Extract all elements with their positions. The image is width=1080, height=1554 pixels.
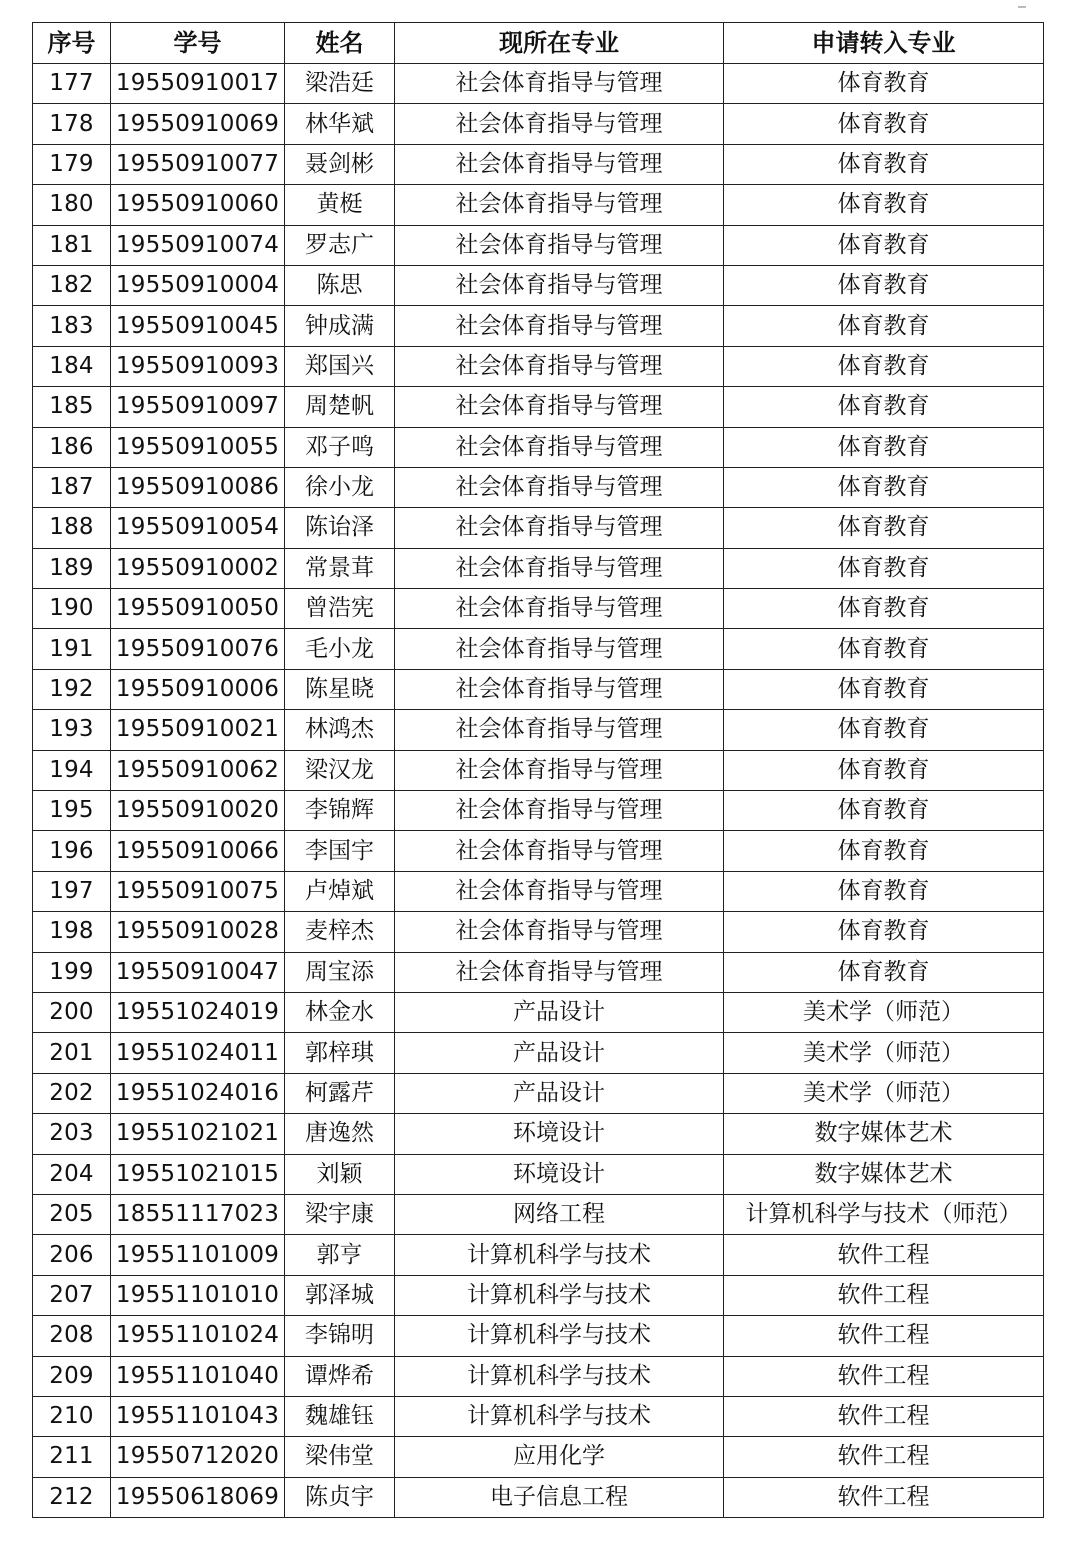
table-row (33, 306, 1044, 346)
name-cell: 聂剑彬 (285, 144, 395, 184)
table-row (33, 952, 1044, 992)
table-row (33, 629, 1044, 669)
target-major-cell: 软件工程 (724, 1316, 1044, 1356)
table-row (33, 992, 1044, 1032)
target-major-cell: 体育教育 (724, 669, 1044, 709)
student-id-cell: 19550910021 (111, 710, 285, 750)
name-cell: 毛小龙 (285, 629, 395, 669)
name-cell: 李锦明 (285, 1316, 395, 1356)
table-row (33, 1316, 1044, 1356)
current-major-cell: 社会体育指导与管理 (395, 265, 724, 305)
student-id-cell: 19551101009 (111, 1235, 285, 1275)
table-row (33, 225, 1044, 265)
name-cell: 郭泽城 (285, 1275, 395, 1315)
table-row (33, 1356, 1044, 1396)
table-row (33, 831, 1044, 871)
name-cell: 郑国兴 (285, 346, 395, 386)
serial-cell: 179 (33, 144, 111, 184)
target-major-cell: 体育教育 (724, 912, 1044, 952)
serial-cell: 204 (33, 1154, 111, 1194)
header-name: 姓名 (285, 23, 395, 64)
serial-cell: 191 (33, 629, 111, 669)
table-row (33, 669, 1044, 709)
table-row (33, 64, 1044, 104)
student-id-cell: 19550910002 (111, 548, 285, 588)
target-major-cell: 数字媒体艺术 (724, 1114, 1044, 1154)
name-cell: 曾浩宪 (285, 589, 395, 629)
name-cell: 黄梃 (285, 185, 395, 225)
serial-cell: 207 (33, 1275, 111, 1315)
serial-cell: 187 (33, 467, 111, 507)
serial-cell: 206 (33, 1235, 111, 1275)
name-cell: 谭烨希 (285, 1356, 395, 1396)
student-id-cell: 19550910060 (111, 185, 285, 225)
student-id-cell: 19550618069 (111, 1477, 285, 1517)
current-major-cell: 产品设计 (395, 1033, 724, 1073)
current-major-cell: 社会体育指导与管理 (395, 912, 724, 952)
table-row (33, 508, 1044, 548)
table-row (33, 1477, 1044, 1517)
target-major-cell: 体育教育 (724, 548, 1044, 588)
student-id-cell: 19551101024 (111, 1316, 285, 1356)
current-major-cell: 应用化学 (395, 1437, 724, 1477)
target-major-cell: 体育教育 (724, 64, 1044, 104)
name-cell: 梁浩廷 (285, 64, 395, 104)
table-row (33, 1033, 1044, 1073)
student-id-cell: 19550910069 (111, 104, 285, 144)
name-cell: 郭梓琪 (285, 1033, 395, 1073)
table-row (33, 589, 1044, 629)
current-major-cell: 社会体育指导与管理 (395, 104, 724, 144)
serial-cell: 194 (33, 750, 111, 790)
name-cell: 陈贞宇 (285, 1477, 395, 1517)
name-cell: 林华斌 (285, 104, 395, 144)
table-row (33, 346, 1044, 386)
serial-cell: 192 (33, 669, 111, 709)
table-row (33, 871, 1044, 911)
student-id-cell: 19550910017 (111, 64, 285, 104)
name-cell: 梁伟堂 (285, 1437, 395, 1477)
student-id-cell: 18551117023 (111, 1194, 285, 1234)
current-major-cell: 社会体育指导与管理 (395, 871, 724, 911)
name-cell: 梁汉龙 (285, 750, 395, 790)
name-cell: 周楚帆 (285, 387, 395, 427)
serial-cell: 195 (33, 791, 111, 831)
serial-cell: 199 (33, 952, 111, 992)
target-major-cell: 美术学（师范） (724, 1033, 1044, 1073)
target-major-cell: 体育教育 (724, 346, 1044, 386)
target-major-cell: 计算机科学与技术（师范） (724, 1194, 1044, 1234)
serial-cell: 186 (33, 427, 111, 467)
current-major-cell: 社会体育指导与管理 (395, 185, 724, 225)
student-id-cell: 19550910047 (111, 952, 285, 992)
target-major-cell: 软件工程 (724, 1396, 1044, 1436)
serial-cell: 200 (33, 992, 111, 1032)
student-id-cell: 19550910074 (111, 225, 285, 265)
name-cell: 陈思 (285, 265, 395, 305)
serial-cell: 196 (33, 831, 111, 871)
target-major-cell: 体育教育 (724, 750, 1044, 790)
table-row (33, 548, 1044, 588)
student-id-cell: 19550910077 (111, 144, 285, 184)
target-major-cell: 体育教育 (724, 427, 1044, 467)
student-id-cell: 19551021021 (111, 1114, 285, 1154)
serial-cell: 208 (33, 1316, 111, 1356)
table-row (33, 104, 1044, 144)
current-major-cell: 社会体育指导与管理 (395, 710, 724, 750)
serial-cell: 202 (33, 1073, 111, 1113)
name-cell: 林鸿杰 (285, 710, 395, 750)
table-row (33, 1073, 1044, 1113)
current-major-cell: 社会体育指导与管理 (395, 387, 724, 427)
serial-cell: 181 (33, 225, 111, 265)
target-major-cell: 软件工程 (724, 1477, 1044, 1517)
serial-cell: 212 (33, 1477, 111, 1517)
table-row (33, 912, 1044, 952)
target-major-cell: 软件工程 (724, 1235, 1044, 1275)
target-major-cell: 体育教育 (724, 791, 1044, 831)
serial-cell: 184 (33, 346, 111, 386)
name-cell: 钟成满 (285, 306, 395, 346)
name-cell: 周宝添 (285, 952, 395, 992)
table-row (33, 265, 1044, 305)
table-row (33, 1114, 1044, 1154)
transfer-list-sheet (32, 22, 1043, 1518)
header-student-id: 学号 (111, 23, 285, 64)
student-id-cell: 19550910045 (111, 306, 285, 346)
target-major-cell: 体育教育 (724, 831, 1044, 871)
student-id-cell: 19550910066 (111, 831, 285, 871)
student-id-cell: 19551021015 (111, 1154, 285, 1194)
header-row (33, 23, 1044, 64)
current-major-cell: 环境设计 (395, 1114, 724, 1154)
table-row (33, 185, 1044, 225)
current-major-cell: 社会体育指导与管理 (395, 629, 724, 669)
serial-cell: 182 (33, 265, 111, 305)
name-cell: 常景茸 (285, 548, 395, 588)
current-major-cell: 社会体育指导与管理 (395, 508, 724, 548)
table-row (33, 1275, 1044, 1315)
name-cell: 麦梓杰 (285, 912, 395, 952)
name-cell: 徐小龙 (285, 467, 395, 507)
student-id-cell: 19550910055 (111, 427, 285, 467)
serial-cell: 193 (33, 710, 111, 750)
current-major-cell: 社会体育指导与管理 (395, 548, 724, 588)
target-major-cell: 美术学（师范） (724, 1073, 1044, 1113)
student-id-cell: 19551101010 (111, 1275, 285, 1315)
serial-cell: 197 (33, 871, 111, 911)
serial-cell: 180 (33, 185, 111, 225)
current-major-cell: 社会体育指导与管理 (395, 791, 724, 831)
name-cell: 李锦辉 (285, 791, 395, 831)
student-id-cell: 19551024011 (111, 1033, 285, 1073)
target-major-cell: 体育教育 (724, 265, 1044, 305)
name-cell: 唐逸然 (285, 1114, 395, 1154)
table-row (33, 750, 1044, 790)
student-id-cell: 19551101040 (111, 1356, 285, 1396)
name-cell: 李国宇 (285, 831, 395, 871)
current-major-cell: 计算机科学与技术 (395, 1235, 724, 1275)
current-major-cell: 社会体育指导与管理 (395, 346, 724, 386)
name-cell: 陈星晓 (285, 669, 395, 709)
target-major-cell: 体育教育 (724, 952, 1044, 992)
current-major-cell: 社会体育指导与管理 (395, 64, 724, 104)
student-id-cell: 19550910054 (111, 508, 285, 548)
student-id-cell: 19550910050 (111, 589, 285, 629)
current-major-cell: 环境设计 (395, 1154, 724, 1194)
target-major-cell: 软件工程 (724, 1356, 1044, 1396)
student-id-cell: 19550910086 (111, 467, 285, 507)
serial-cell: 201 (33, 1033, 111, 1073)
serial-cell: 203 (33, 1114, 111, 1154)
table-row (33, 791, 1044, 831)
table-body (33, 64, 1044, 1518)
target-major-cell: 体育教育 (724, 185, 1044, 225)
current-major-cell: 产品设计 (395, 992, 724, 1032)
name-cell: 卢焯斌 (285, 871, 395, 911)
target-major-cell: 体育教育 (724, 710, 1044, 750)
table-row (33, 710, 1044, 750)
transfer-table (32, 22, 1044, 1518)
target-major-cell: 体育教育 (724, 508, 1044, 548)
student-id-cell: 19551024019 (111, 992, 285, 1032)
student-id-cell: 19551024016 (111, 1073, 285, 1113)
serial-cell: 210 (33, 1396, 111, 1436)
current-major-cell: 社会体育指导与管理 (395, 589, 724, 629)
header-target-major: 申请转入专业 (724, 23, 1044, 64)
serial-cell: 198 (33, 912, 111, 952)
table-row (33, 144, 1044, 184)
name-cell: 梁宇康 (285, 1194, 395, 1234)
student-id-cell: 19550910028 (111, 912, 285, 952)
name-cell: 邓子鸣 (285, 427, 395, 467)
current-major-cell: 电子信息工程 (395, 1477, 724, 1517)
current-major-cell: 社会体育指导与管理 (395, 225, 724, 265)
current-major-cell: 社会体育指导与管理 (395, 750, 724, 790)
table-row (33, 1396, 1044, 1436)
serial-cell: 211 (33, 1437, 111, 1477)
serial-cell: 188 (33, 508, 111, 548)
target-major-cell: 体育教育 (724, 467, 1044, 507)
table-row (33, 1154, 1044, 1194)
student-id-cell: 19550910093 (111, 346, 285, 386)
current-major-cell: 社会体育指导与管理 (395, 467, 724, 507)
header-current-major: 现所在专业 (395, 23, 724, 64)
student-id-cell: 19550910062 (111, 750, 285, 790)
table-row (33, 387, 1044, 427)
target-major-cell: 体育教育 (724, 589, 1044, 629)
current-major-cell: 计算机科学与技术 (395, 1356, 724, 1396)
student-id-cell: 19550910004 (111, 265, 285, 305)
name-cell: 罗志广 (285, 225, 395, 265)
current-major-cell: 计算机科学与技术 (395, 1275, 724, 1315)
name-cell: 刘颖 (285, 1154, 395, 1194)
name-cell: 柯露芹 (285, 1073, 395, 1113)
serial-cell: 177 (33, 64, 111, 104)
target-major-cell: 体育教育 (724, 871, 1044, 911)
target-major-cell: 体育教育 (724, 144, 1044, 184)
table-row (33, 1437, 1044, 1477)
current-major-cell: 计算机科学与技术 (395, 1316, 724, 1356)
target-major-cell: 体育教育 (724, 225, 1044, 265)
name-cell: 郭亨 (285, 1235, 395, 1275)
name-cell: 林金水 (285, 992, 395, 1032)
table-row (33, 467, 1044, 507)
table-row (33, 1235, 1044, 1275)
serial-cell: 190 (33, 589, 111, 629)
table-row (33, 427, 1044, 467)
current-major-cell: 计算机科学与技术 (395, 1396, 724, 1436)
serial-cell: 185 (33, 387, 111, 427)
student-id-cell: 19550910020 (111, 791, 285, 831)
target-major-cell: 体育教育 (724, 104, 1044, 144)
current-major-cell: 网络工程 (395, 1194, 724, 1234)
target-major-cell: 美术学（师范） (724, 992, 1044, 1032)
target-major-cell: 数字媒体艺术 (724, 1154, 1044, 1194)
student-id-cell: 19550910097 (111, 387, 285, 427)
student-id-cell: 19550910006 (111, 669, 285, 709)
student-id-cell: 19550910076 (111, 629, 285, 669)
current-major-cell: 社会体育指导与管理 (395, 144, 724, 184)
student-id-cell: 19550910075 (111, 871, 285, 911)
current-major-cell: 社会体育指导与管理 (395, 306, 724, 346)
serial-cell: 189 (33, 548, 111, 588)
header-serial: 序号 (33, 23, 111, 64)
target-major-cell: 体育教育 (724, 306, 1044, 346)
target-major-cell: 软件工程 (724, 1275, 1044, 1315)
target-major-cell: 软件工程 (724, 1437, 1044, 1477)
current-major-cell: 社会体育指导与管理 (395, 831, 724, 871)
serial-cell: 209 (33, 1356, 111, 1396)
current-major-cell: 社会体育指导与管理 (395, 952, 724, 992)
corner-mark (1018, 6, 1026, 8)
current-major-cell: 社会体育指导与管理 (395, 669, 724, 709)
table-row (33, 1194, 1044, 1234)
name-cell: 陈诒泽 (285, 508, 395, 548)
student-id-cell: 19551101043 (111, 1396, 285, 1436)
serial-cell: 205 (33, 1194, 111, 1234)
serial-cell: 183 (33, 306, 111, 346)
serial-cell: 178 (33, 104, 111, 144)
target-major-cell: 体育教育 (724, 629, 1044, 669)
name-cell: 魏雄钰 (285, 1396, 395, 1436)
current-major-cell: 社会体育指导与管理 (395, 427, 724, 467)
current-major-cell: 产品设计 (395, 1073, 724, 1113)
target-major-cell: 体育教育 (724, 387, 1044, 427)
student-id-cell: 19550712020 (111, 1437, 285, 1477)
